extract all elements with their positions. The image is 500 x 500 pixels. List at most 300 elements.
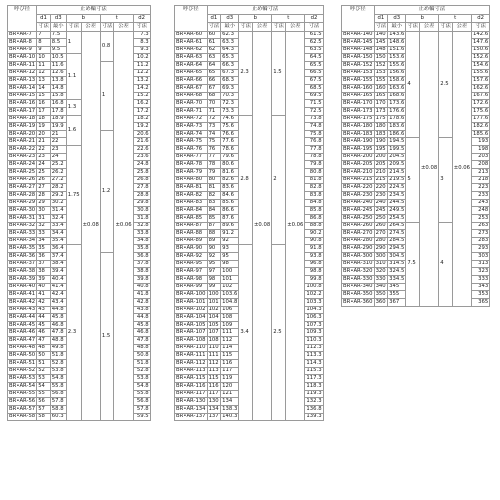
d3-min-value: 28.2	[50, 184, 66, 192]
nominal-size: BR•AR-87	[175, 222, 208, 230]
d1-value: 111	[208, 352, 219, 359]
nominal-size: BR•AR-300	[343, 252, 373, 259]
d3-min-value: 82.6	[221, 176, 239, 184]
d2-value: 32.8	[133, 222, 150, 230]
d3-min-value: 168.6	[389, 92, 405, 99]
d3-min-value: 324.5	[389, 268, 405, 275]
nominal-size: BR•AR-56	[9, 397, 36, 404]
d1-value: 240	[375, 199, 386, 206]
nominal-size: BR•AR-220	[343, 183, 373, 190]
d1-value: 105	[208, 321, 219, 328]
nominal-size: BR•AR-12	[9, 69, 36, 76]
d3-min-value: 314.5	[389, 260, 405, 267]
nominal-size: BR•AR-11	[9, 61, 36, 68]
nominal-size: BR•AR-9	[8, 46, 37, 54]
d1-value: 280	[375, 237, 386, 244]
d3-min-value: 74.6	[221, 115, 239, 123]
nominal-size: BR•AR-84	[175, 207, 208, 215]
d3-min-value: 60.3	[50, 413, 66, 421]
d3-min-value: 29.2	[50, 191, 66, 199]
nominal-size: BR•AR-310	[343, 260, 373, 267]
d1-value: 22	[37, 146, 51, 154]
d2-value: 132.3	[306, 397, 322, 404]
b-header: b	[239, 14, 272, 23]
d2-value: 10.2	[133, 54, 150, 62]
nominal-size: BR•AR-102	[176, 306, 206, 313]
d1-value: 180	[375, 122, 386, 129]
d3-min-value: 249.5	[389, 206, 405, 213]
nominal-size: BR•AR-58	[9, 413, 36, 420]
d1-value: 113	[208, 367, 219, 374]
d2-value: 333	[472, 276, 490, 284]
d2-value: 39.8	[133, 276, 150, 284]
d1-value: 101	[208, 298, 219, 305]
d3-min-value: 42.4	[50, 291, 66, 299]
nominal-size: BR•AR-170	[343, 99, 373, 106]
dim-header: 寸法	[66, 23, 81, 32]
d3-min-value: 72.3	[221, 100, 239, 108]
nominal-size: BR•AR-60	[175, 31, 208, 39]
d2-value: 117.3	[306, 375, 322, 381]
d1-value: 83	[207, 199, 221, 207]
d3-min-value: 89.6	[221, 222, 239, 230]
d3-min-value: 112	[221, 337, 239, 345]
d3-min-value: 46.8	[50, 321, 66, 329]
d2-value: 167.6	[473, 92, 489, 99]
d2-value: 28.8	[133, 191, 150, 199]
d2-value: 43.8	[133, 306, 150, 314]
t-tolerance: ±0.06	[452, 31, 471, 306]
dim-header: 寸法	[305, 23, 323, 32]
d1-value: 67	[207, 84, 221, 92]
nominal-size: BR•AR-51	[9, 359, 36, 366]
d3-header: d3	[221, 14, 239, 23]
nominal-size: BR•AR-280	[343, 237, 373, 244]
nominal-size: BR•AR-50	[9, 352, 36, 359]
d1-value: 76	[207, 146, 221, 154]
d3-min-value: 63.3	[221, 39, 239, 47]
d3-min-value: 33.4	[50, 222, 66, 230]
d2-value: 112.3	[306, 344, 322, 351]
d1-value: 56	[37, 398, 51, 406]
d2-value: 11.2	[133, 62, 150, 70]
d3-min-value: 48.8	[50, 337, 66, 345]
d3-min-value: 21	[50, 130, 66, 138]
d1-value: 300	[375, 252, 386, 259]
nominal-size: BR•AR-52	[9, 367, 36, 374]
d2-value: 51.8	[133, 360, 150, 368]
d2-value: 66.5	[305, 69, 323, 77]
nominal-size: BR•AR-44	[9, 313, 36, 320]
nominal-size: BR•AR-57	[9, 405, 36, 412]
d2-header: d2	[472, 14, 490, 23]
nominal-size: BR•AR-115	[176, 375, 206, 381]
nominal-size: BR•AR-64	[175, 62, 208, 70]
nominal-size: BR•AR-210	[343, 168, 373, 175]
d1-value: 79	[207, 169, 221, 177]
nominal-size: BR•AR-350	[343, 290, 373, 297]
d1-value: 320	[375, 268, 386, 275]
d3-min-value: 151.6	[389, 46, 405, 53]
nominal-size: BR•AR-75	[175, 138, 208, 146]
nominal-size: BR•AR-33	[9, 229, 36, 236]
d3-min-value: 70.3	[221, 92, 239, 100]
d1-value: 31	[37, 214, 51, 222]
dim-header: 寸法	[472, 23, 490, 32]
nominal-size: BR•AR-19	[9, 122, 36, 129]
nominal-size: BR•AR-140	[343, 31, 373, 38]
b-value: 7.5	[406, 222, 420, 306]
d2-value: 283	[472, 237, 490, 245]
nominal-size: BR•AR-34	[9, 237, 36, 244]
d3-min-value: 153.6	[389, 54, 405, 61]
d2-value: 85.8	[305, 207, 323, 215]
d3-min-value: 64.3	[221, 46, 239, 54]
nominal-size: BR•AR-85	[175, 214, 208, 222]
d3-min-value: 51.8	[50, 352, 66, 360]
d1-value: 30	[37, 207, 51, 215]
t-tolerance: ±0.06	[286, 31, 305, 421]
d1-value: 41	[37, 291, 51, 299]
d3-min-value: 98	[221, 260, 239, 268]
d2-value: 88.8	[305, 222, 323, 230]
d1-value: 195	[375, 145, 386, 152]
nominal-size: BR•AR-53	[9, 375, 36, 381]
d1-value: 130	[208, 397, 219, 404]
d1-value: 88	[207, 230, 221, 238]
nominal-size: BR•AR-89	[175, 237, 208, 245]
d1-value: 220	[375, 183, 386, 190]
d1-value: 7	[37, 31, 51, 39]
table-row	[342, 31, 490, 39]
d3-min-value: 86.6	[221, 207, 239, 215]
d1-value: 95	[207, 260, 221, 268]
d2-value: 80.8	[305, 169, 323, 177]
b-value: 5	[406, 138, 420, 222]
d2-value: 93.8	[305, 253, 323, 261]
d3-min-value: 148.6	[389, 38, 405, 45]
d2-value: 155.6	[473, 69, 489, 76]
d1-value: 27	[37, 184, 51, 192]
d2-value: 110.3	[306, 336, 322, 343]
d3-min-value: 53.8	[50, 367, 66, 375]
d2-value: 78.8	[305, 153, 323, 161]
d3-min-value: 14.8	[50, 84, 66, 92]
d2-header: d2	[133, 14, 150, 23]
nominal-size: BR•AR-21	[9, 138, 36, 145]
d2-value: 91.8	[305, 245, 323, 253]
t-header: t	[272, 14, 305, 23]
d3-min-value: 95	[221, 253, 239, 261]
d2-value: 47.8	[133, 337, 150, 345]
d3-min-value: 85.6	[221, 199, 239, 207]
d2-value: 157.6	[473, 77, 489, 84]
d1-value: 150	[375, 54, 386, 61]
d1-value: 330	[375, 275, 386, 282]
tolerance-header: 公差	[452, 23, 471, 32]
nominal-size: BR•AR-14	[9, 84, 36, 91]
d3-min-value: 367	[388, 298, 406, 306]
d2-value: 114.3	[306, 359, 322, 366]
nominal-size: BR•AR-7	[8, 31, 37, 39]
d2-value: 12.2	[133, 69, 150, 77]
dim-header: 寸法	[101, 23, 113, 30]
nominal-size: BR•AR-205	[343, 161, 373, 168]
d3-min-value: 114	[221, 344, 239, 352]
d3-min-value: 40.4	[50, 276, 66, 284]
nominal-size: BR•AR-31	[9, 214, 36, 221]
nominal-size: BR•AR-18	[9, 115, 36, 122]
d3-min-value: 284.5	[389, 237, 405, 244]
d2-value: 65.5	[305, 62, 323, 70]
d1-header: d1	[37, 14, 51, 23]
nominal-size: BR•AR-71	[175, 107, 208, 115]
nominal-size: BR•AR-80	[175, 176, 208, 184]
d3-min-value: 68.3	[221, 77, 239, 85]
d3-min-value: 38.4	[50, 260, 66, 268]
d1-value: 160	[375, 84, 386, 91]
d2-value: 76.8	[305, 138, 323, 146]
nominal-size: BR•AR-36	[9, 252, 36, 259]
d3-min-value: 163.6	[389, 84, 405, 91]
d1-value: 47	[37, 337, 51, 345]
d2-value: 365	[472, 298, 490, 306]
d2-value: 253	[472, 214, 490, 222]
b-header: b	[66, 14, 100, 23]
nominal-size: BR•AR-78	[175, 161, 208, 169]
dim-header: 寸法	[375, 23, 387, 30]
d1-value: 64	[207, 62, 221, 70]
d3-min-value: 334.5	[389, 275, 405, 282]
d2-value: 83.8	[305, 191, 323, 199]
d2-value: 53.8	[133, 375, 150, 383]
d1-value: 12	[37, 69, 51, 77]
tolerance-header: 公差	[419, 23, 438, 32]
d2-value: 8.3	[133, 39, 150, 47]
d2-value: 13.2	[133, 77, 150, 85]
d1-value: 173	[375, 107, 386, 114]
nominal-size: BR•AR-155	[343, 77, 373, 84]
d1-value: 24	[37, 161, 51, 169]
d3-min-value: 39.4	[50, 268, 66, 276]
nominal-size: BR•AR-95	[175, 260, 208, 268]
d2-value: 90.2	[305, 230, 323, 238]
d1-value: 15	[37, 92, 51, 100]
d2-value: 22.6	[133, 146, 150, 154]
d2-value: 42.8	[133, 298, 150, 306]
d2-value: 15.2	[133, 92, 150, 100]
d2-value: 84.8	[305, 199, 323, 207]
nominal-size: BR•AR-74	[175, 130, 208, 138]
d1-value: 100	[208, 290, 219, 297]
d1-value: 43	[37, 306, 51, 314]
nominal-size: BR•AR-195	[343, 145, 373, 152]
d1-value: 36	[37, 253, 51, 261]
d2-value: 142.6	[473, 31, 489, 38]
d1-value: 310	[375, 260, 386, 267]
d3-min-value: 13.8	[50, 77, 66, 85]
t-value: 1	[100, 62, 114, 131]
nominal-size: BR•AR-40	[9, 283, 36, 290]
nominal-size: BR•AR-55	[9, 390, 36, 397]
d2-value: 29.8	[133, 199, 150, 207]
d2-value: 19.2	[133, 123, 150, 131]
d3-min-value: 45.8	[50, 314, 66, 322]
nominal-size: BR•AR-290	[343, 245, 373, 252]
d2-value: 203	[472, 153, 490, 161]
ring-dimension-table	[341, 5, 490, 307]
d1-value: 92	[207, 253, 221, 261]
d1-value: 290	[375, 245, 386, 252]
d2-value: 52.8	[133, 367, 150, 375]
nominal-size: BR•AR-48	[9, 344, 36, 351]
nominal-size: BR•AR-73	[175, 123, 208, 131]
d3-min-value: 32.4	[50, 214, 66, 222]
d2-value: 248	[472, 207, 490, 215]
d1-value: 11	[37, 62, 51, 70]
nominal-size: BR•AR-68	[175, 92, 208, 100]
d2-value: 26.8	[133, 176, 150, 184]
d1-value: 170	[375, 99, 386, 106]
d3-min-value: 65.3	[221, 54, 239, 62]
t-value: 2	[272, 115, 286, 245]
d1-value: 350	[375, 290, 386, 297]
nominal-size: BR•AR-65	[175, 69, 208, 77]
d1-value: 46	[37, 329, 51, 337]
nominal-size: BR•AR-25	[9, 168, 36, 175]
d3-min-value: 66.3	[221, 62, 239, 70]
d3-min-value: 44.8	[50, 306, 66, 314]
d3-min-value: 69.3	[221, 84, 239, 92]
d3-min-value: 19.9	[50, 123, 66, 131]
d1-value: 54	[37, 382, 51, 390]
nominal-size: BR•AR-215	[343, 176, 373, 183]
d2-value: 77.8	[305, 146, 323, 154]
d2-value: 86.8	[305, 214, 323, 222]
d3-min-value: 100	[221, 268, 239, 276]
d2-value: 313	[472, 260, 490, 268]
d3-min-value: 57.8	[50, 398, 66, 406]
d2-value: 79.8	[305, 161, 323, 169]
d1-value: 42	[37, 298, 51, 306]
tolerance-header: 公差	[252, 23, 271, 32]
nominal-size: BR•AR-134	[176, 405, 206, 412]
d2-value: 208	[472, 161, 490, 169]
t-tolerance: ±0.06	[114, 31, 133, 421]
nominal-size: BR•AR-27	[9, 183, 36, 190]
nominal-size: BR•AR-112	[176, 359, 206, 366]
d1-value: 58	[37, 413, 51, 421]
nominal-size: BR•AR-82	[175, 191, 208, 199]
d2-value: 67.5	[305, 77, 323, 85]
d2-value: 177.6	[473, 115, 489, 122]
dim-header: 寸法	[440, 23, 451, 30]
d3-min-value: 264.5	[389, 222, 405, 229]
d1-value: 45	[37, 321, 51, 329]
nominal-size: BR•AR-200	[343, 153, 373, 160]
b-value: 1.75	[66, 146, 81, 245]
d2-value: 263	[472, 222, 490, 230]
d2-value: 113.3	[306, 352, 322, 359]
d3-min-value: 91.2	[221, 230, 239, 238]
d2-value: 56.8	[133, 398, 150, 406]
nominal-size: BR•AR-16	[9, 99, 36, 106]
d2-value: 150.6	[473, 46, 489, 53]
d3-min-value: 75.6	[221, 123, 239, 131]
d2-value: 90.8	[305, 237, 323, 245]
d1-value: 270	[375, 229, 386, 236]
d2-value: 37.8	[133, 260, 150, 268]
d2-value: 223	[472, 184, 490, 192]
d1-value: 13	[37, 77, 51, 85]
d3-min-value: 134	[221, 398, 239, 406]
nominal-size: BR•AR-101	[176, 298, 206, 305]
nominal-size: BR•AR-77	[175, 153, 208, 161]
d3-min-value: 76.6	[221, 130, 239, 138]
d2-value: 162.6	[473, 84, 489, 91]
d2-value: 21.6	[133, 138, 150, 146]
d3-min-value: 120	[221, 382, 239, 390]
b-value: 2.3	[239, 31, 253, 115]
nominal-size: BR•AR-260	[343, 222, 373, 229]
d1-value: 340	[375, 283, 386, 290]
d1-value: 21	[37, 138, 51, 146]
d3-min-value: 18.9	[50, 115, 66, 123]
d3-min-value: 155.6	[389, 61, 405, 68]
d3-min-value: 109	[221, 321, 239, 329]
d3-min-value: 119	[221, 375, 239, 383]
d2-value: 68.5	[305, 84, 323, 92]
d3-min-value: 31.4	[50, 207, 66, 215]
d2-value: 63.5	[305, 46, 323, 54]
nominal-size: BR•AR-22	[9, 145, 36, 152]
d3-min-value: 80.6	[221, 161, 239, 169]
d3-min-value: 219.5	[389, 176, 405, 183]
d3-min-value: 67.3	[221, 69, 239, 77]
d1-value: 230	[375, 191, 386, 198]
nominal-size: BR•AR-150	[343, 54, 373, 61]
d1-value: 250	[375, 214, 386, 221]
d2-value: 98.8	[305, 268, 323, 276]
d1-value: 48	[37, 344, 51, 352]
d3-min-value: 224.5	[389, 183, 405, 190]
min-header: 最小	[221, 23, 239, 32]
d2-value: 185.6	[473, 130, 489, 137]
d1-value: 200	[375, 153, 386, 160]
d1-value: 71	[207, 107, 221, 115]
nominal-size: BR•AR-63	[175, 54, 208, 62]
d3-min-value: 37.4	[50, 253, 66, 261]
d1-value: 99	[207, 283, 221, 291]
d2-value: 50.8	[133, 352, 150, 360]
d2-value: 81.8	[305, 176, 323, 184]
d2-header: d2	[305, 14, 323, 23]
d1-value: 205	[375, 161, 386, 168]
d1-value: 210	[375, 168, 386, 175]
t-value: 3	[439, 138, 453, 222]
d3-min-value: 27.2	[50, 176, 66, 184]
nominal-size: BR•AR-117	[176, 390, 206, 397]
nominal-size: BR•AR-104	[176, 313, 206, 320]
dim-header: 寸法	[407, 23, 418, 30]
d2-value: 182.6	[473, 122, 489, 129]
d2-value: 273	[472, 230, 490, 238]
d3-min-value: 58.8	[50, 405, 66, 413]
d1-value: 78	[207, 161, 221, 169]
nominal-size: BR•AR-111	[176, 352, 206, 359]
d2-value: 55.8	[133, 390, 150, 398]
d1-value: 74	[207, 130, 221, 138]
